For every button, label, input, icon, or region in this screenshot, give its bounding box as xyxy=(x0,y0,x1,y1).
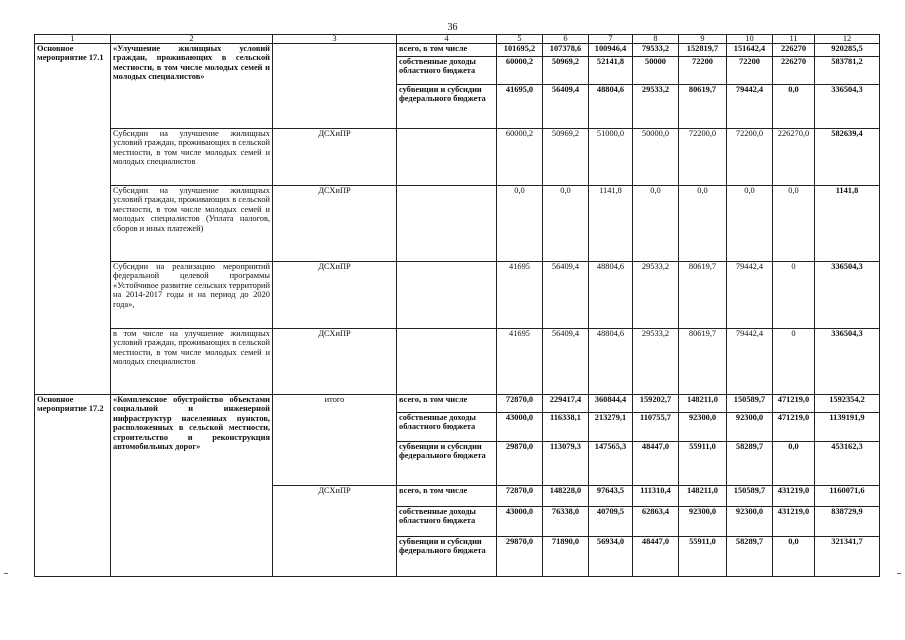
value-cell: 1160071,6 xyxy=(815,486,880,507)
value-cell: 56409,4 xyxy=(543,262,589,329)
table-row xyxy=(35,329,880,395)
value-cell: 152819,7 xyxy=(679,44,727,57)
column-number: 12 xyxy=(815,35,880,44)
column-number: 7 xyxy=(589,35,633,44)
value-cell: 226270 xyxy=(773,44,815,57)
value-cell: 336504,3 xyxy=(815,262,880,329)
measure-title: «Улучшение жилищных условий граждан, проживающих в сельской местности, в том числе молодых семей и молодых специалистов» xyxy=(111,44,273,129)
value-cell: 62863,4 xyxy=(633,507,679,537)
value-cell: 56409,4 xyxy=(543,329,589,395)
value-cell: 1139191,9 xyxy=(815,413,880,442)
value-cell: 226270,0 xyxy=(773,129,815,186)
value-cell: 56934,0 xyxy=(589,537,633,577)
funding-label xyxy=(397,262,497,329)
value-cell: 0,0 xyxy=(497,186,543,262)
value-cell: 431219,0 xyxy=(773,507,815,537)
value-cell: 48804,6 xyxy=(589,85,633,129)
funding-label: всего, в том числе xyxy=(397,486,497,507)
column-number: 5 xyxy=(497,35,543,44)
value-cell: 101695,2 xyxy=(497,44,543,57)
value-cell: 0,0 xyxy=(773,85,815,129)
value-cell: 100946,4 xyxy=(589,44,633,57)
value-cell: 58289,7 xyxy=(727,442,773,486)
value-cell: 148228,0 xyxy=(543,486,589,507)
value-cell: 79442,4 xyxy=(727,262,773,329)
measure-code: Основное мероприятие 17.1 xyxy=(35,44,111,395)
scan-mark xyxy=(4,573,8,574)
column-number: 3 xyxy=(273,35,397,44)
value-cell: 72200,0 xyxy=(727,129,773,186)
value-cell: 92300,0 xyxy=(679,507,727,537)
funding-label: собственные доходы областного бюджета xyxy=(397,507,497,537)
value-cell: 71890,0 xyxy=(543,537,589,577)
funding-label: субвенции и субсидии федерального бюджета xyxy=(397,85,497,129)
column-number: 2 xyxy=(111,35,273,44)
value-cell: 150589,7 xyxy=(727,486,773,507)
funding-label: субвенции и субсидии федерального бюджета xyxy=(397,442,497,486)
value-cell: 1592354,2 xyxy=(815,395,880,413)
value-cell: 43000,0 xyxy=(497,507,543,537)
value-cell: 920285,5 xyxy=(815,44,880,57)
value-cell: 838729,9 xyxy=(815,507,880,537)
table-row xyxy=(35,44,880,57)
subsidy-description: Субсидии на улучшение жилищных условий граждан, проживающих в сельской местности, в том числе молодых семей и молодых специалистов (Уплата налогов, сборов и иных платежей) xyxy=(111,186,273,262)
funding-label xyxy=(397,186,497,262)
executor-cell: ДСХиПР xyxy=(273,262,397,329)
value-cell: 111310,4 xyxy=(633,486,679,507)
value-cell: 29533,2 xyxy=(633,262,679,329)
value-cell: 48447,0 xyxy=(633,537,679,577)
value-cell: 0,0 xyxy=(773,537,815,577)
table-row xyxy=(35,395,880,413)
value-cell: 72870,0 xyxy=(497,395,543,413)
value-cell: 60000,2 xyxy=(497,129,543,186)
value-cell: 582639,4 xyxy=(815,129,880,186)
funding-label xyxy=(397,329,497,395)
value-cell: 0,0 xyxy=(679,186,727,262)
column-number-row xyxy=(35,35,880,44)
value-cell: 0,0 xyxy=(543,186,589,262)
funding-label: всего, в том числе xyxy=(397,395,497,413)
value-cell: 321341,7 xyxy=(815,537,880,577)
value-cell: 29533,2 xyxy=(633,85,679,129)
value-cell: 72200 xyxy=(679,57,727,85)
column-number: 1 xyxy=(35,35,111,44)
funding-label: субвенции и субсидии федерального бюджета xyxy=(397,537,497,577)
table-row xyxy=(35,262,880,329)
measure-title: «Комплексное обустройство объектами социальной и инженерной инфраструктур населенных пунктов, расположенных в сельской местности, строительство и реконструкция автомобильных дорог» xyxy=(111,395,273,577)
column-number: 4 xyxy=(397,35,497,44)
executor-cell: ДСХиПР xyxy=(273,329,397,395)
value-cell: 0 xyxy=(773,262,815,329)
value-cell: 113079,3 xyxy=(543,442,589,486)
value-cell: 50000,0 xyxy=(633,129,679,186)
value-cell: 72200 xyxy=(727,57,773,85)
value-cell: 0,0 xyxy=(773,442,815,486)
value-cell: 226270 xyxy=(773,57,815,85)
value-cell: 72200,0 xyxy=(679,129,727,186)
executor-cell: ДСХиПР xyxy=(273,486,397,577)
executor-cell: ДСХиПР xyxy=(273,129,397,186)
value-cell: 229417,4 xyxy=(543,395,589,413)
value-cell: 79533,2 xyxy=(633,44,679,57)
value-cell: 48447,0 xyxy=(633,442,679,486)
executor-cell: итого xyxy=(273,395,397,486)
column-number: 10 xyxy=(727,35,773,44)
value-cell: 583781,2 xyxy=(815,57,880,85)
value-cell: 79442,4 xyxy=(727,329,773,395)
column-number: 11 xyxy=(773,35,815,44)
funding-label: всего, в том числе xyxy=(397,44,497,57)
value-cell: 213279,1 xyxy=(589,413,633,442)
value-cell: 110755,7 xyxy=(633,413,679,442)
value-cell: 107378,6 xyxy=(543,44,589,57)
value-cell: 159202,7 xyxy=(633,395,679,413)
value-cell: 471219,0 xyxy=(773,413,815,442)
value-cell: 80619,7 xyxy=(679,85,727,129)
value-cell: 48804,6 xyxy=(589,262,633,329)
value-cell: 471219,0 xyxy=(773,395,815,413)
value-cell: 29870,0 xyxy=(497,537,543,577)
funding-label xyxy=(397,129,497,186)
value-cell: 50000 xyxy=(633,57,679,85)
value-cell: 147565,3 xyxy=(589,442,633,486)
value-cell: 60000,2 xyxy=(497,57,543,85)
column-number: 6 xyxy=(543,35,589,44)
column-number: 9 xyxy=(679,35,727,44)
page-number: 36 xyxy=(447,22,458,33)
value-cell: 41695 xyxy=(497,329,543,395)
subsidy-description: в том числе на улучшение жилищных условий граждан, проживающих в сельской местности, в том числе молодых семей и молодых специалистов xyxy=(111,329,273,395)
value-cell: 336504,3 xyxy=(815,329,880,395)
measure-code: Основное мероприятие 17.2 xyxy=(35,395,111,577)
value-cell: 0,0 xyxy=(727,186,773,262)
value-cell: 148211,0 xyxy=(679,486,727,507)
scan-mark xyxy=(897,573,901,574)
funding-label: собственные доходы областного бюджета xyxy=(397,57,497,85)
value-cell: 58289,7 xyxy=(727,537,773,577)
value-cell: 50969,2 xyxy=(543,129,589,186)
value-cell: 431219,0 xyxy=(773,486,815,507)
value-cell: 52141,8 xyxy=(589,57,633,85)
value-cell: 41695,0 xyxy=(497,85,543,129)
value-cell: 0 xyxy=(773,329,815,395)
table-row xyxy=(35,129,880,186)
value-cell: 50969,2 xyxy=(543,57,589,85)
executor-cell: ДСХиПР xyxy=(273,186,397,262)
value-cell: 48804,6 xyxy=(589,329,633,395)
value-cell: 150589,7 xyxy=(727,395,773,413)
budget-table xyxy=(34,34,880,577)
value-cell: 0,0 xyxy=(773,186,815,262)
executor-cell xyxy=(273,44,397,129)
value-cell: 80619,7 xyxy=(679,329,727,395)
table-row xyxy=(35,186,880,262)
value-cell: 453162,3 xyxy=(815,442,880,486)
value-cell: 92300,0 xyxy=(679,413,727,442)
value-cell: 56409,4 xyxy=(543,85,589,129)
value-cell: 97643,5 xyxy=(589,486,633,507)
value-cell: 360844,4 xyxy=(589,395,633,413)
value-cell: 80619,7 xyxy=(679,262,727,329)
value-cell: 1141,8 xyxy=(589,186,633,262)
column-number: 8 xyxy=(633,35,679,44)
value-cell: 151642,4 xyxy=(727,44,773,57)
value-cell: 1141,8 xyxy=(815,186,880,262)
value-cell: 43000,0 xyxy=(497,413,543,442)
value-cell: 55911,0 xyxy=(679,537,727,577)
value-cell: 41695 xyxy=(497,262,543,329)
value-cell: 79442,4 xyxy=(727,85,773,129)
value-cell: 0,0 xyxy=(633,186,679,262)
value-cell: 116338,1 xyxy=(543,413,589,442)
value-cell: 29870,0 xyxy=(497,442,543,486)
subsidy-description: Субсидии на улучшение жилищных условий граждан, проживающих в сельской местности, в том числе молодых семей и молодых специалистов xyxy=(111,129,273,186)
value-cell: 40709,5 xyxy=(589,507,633,537)
funding-label: собственные доходы областного бюджета xyxy=(397,413,497,442)
value-cell: 72870,0 xyxy=(497,486,543,507)
value-cell: 92300,0 xyxy=(727,507,773,537)
value-cell: 336504,3 xyxy=(815,85,880,129)
subsidy-description: Субсидии на реализацию мероприятий федеральной целевой программы «Устойчивое развитие сельских территорий на 2014-2017 годы и на период до 2020 года», xyxy=(111,262,273,329)
value-cell: 55911,0 xyxy=(679,442,727,486)
value-cell: 148211,0 xyxy=(679,395,727,413)
value-cell: 92300,0 xyxy=(727,413,773,442)
value-cell: 51000,0 xyxy=(589,129,633,186)
value-cell: 76338,0 xyxy=(543,507,589,537)
value-cell: 29533,2 xyxy=(633,329,679,395)
